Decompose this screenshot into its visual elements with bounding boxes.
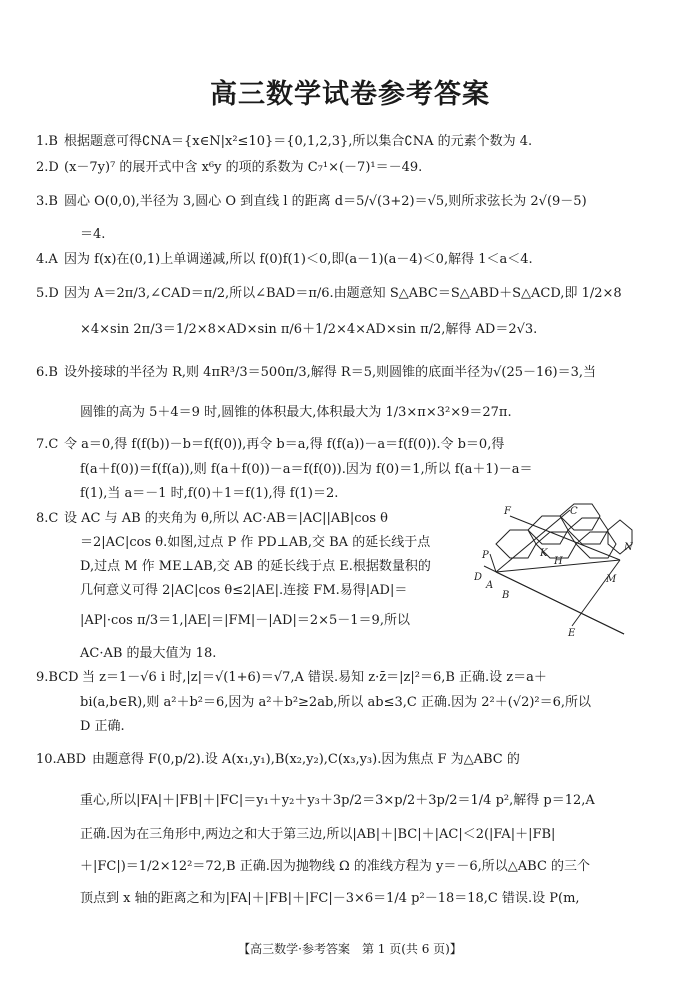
answer-text: ＋|FC|)＝1/2×12²＝72,B 正确.因为抛物线 Ω 的准线方程为 y＝－6,所以△ABC 的三个 <box>80 859 591 874</box>
answer-number: 10.ABD <box>36 752 87 767</box>
point-label: A <box>486 580 494 591</box>
answer-item <box>36 133 644 151</box>
answer-text: AC·AB 的最大值为 18. <box>80 646 217 661</box>
answer-text: 设外接球的半径为 R,则 4πR³/3＝500π/3,解得 R＝5,则圆锥的底面半径为√(25－16)＝3,当 <box>64 365 597 380</box>
point-label: H <box>554 556 563 567</box>
answer-text: 几何意义可得 2|AC|cos θ≤2|AE|.连接 FM.易得|AD|＝ <box>80 583 408 598</box>
answer-text: 重心,所以|FA|＋|FB|＋|FC|＝y₁＋y₂＋y₃＋3p/2＝3×p/2＋3p/2＝1/4 p²,解得 p＝12,A <box>80 793 595 808</box>
answer-text: 正确.因为在三角形中,两边之和大于第三边,所以|AB|＋|BC|＋|AC|＜2(|FA|＋|FB| <box>80 827 556 842</box>
answer-item <box>36 436 644 454</box>
segment-line <box>572 560 620 626</box>
answer-number: 5.D <box>36 286 59 301</box>
page-title: 高三数学试卷参考答案 <box>210 79 490 110</box>
answer-item <box>36 285 644 303</box>
answer-number: 6.B <box>36 365 58 380</box>
answer-item <box>36 193 644 211</box>
answer-text: 设 AC 与 AB 的夹角为 θ,所以 AC·AB＝|AC||AB|cos θ <box>64 511 388 526</box>
answer-number: 1.B <box>36 134 58 149</box>
answer-number: 2.D <box>36 160 59 175</box>
answer-text: 圆心 O(0,0),半径为 3,圆心 O 到直线 l 的距离 d＝5/√(3+2)＝√5,则所求弦长为 2√(9－5) <box>64 194 587 209</box>
answer-number: 4.A <box>36 252 58 267</box>
answer-item <box>36 251 644 269</box>
answer-item <box>36 751 644 769</box>
answer-item <box>36 510 464 528</box>
answer-text: D,过点 M 作 ME⊥AB,交 AB 的延长线于点 E.根据数量积的 <box>80 559 431 574</box>
point-label: F <box>504 506 511 517</box>
answer-text: 顶点到 x 轴的距离之和为|FA|＋|FB|＋|FC|－3×6＝1/4 p²－18＝18,C 错误.设 P(m, <box>80 891 580 906</box>
answer-number: 9.BCD <box>36 670 79 685</box>
answer-text: |AP|·cos π/3＝1,|AE|＝|FM|－|AD|＝2×5－1＝9,所以 <box>80 613 410 628</box>
answer-text: D 正确. <box>80 719 125 734</box>
answer-text: ×4×sin 2π/3＝1/2×8×AD×sin π/6＋1/2×4×AD×sin π/2,解得 AD＝2√3. <box>80 322 538 337</box>
point-label: K <box>540 548 548 559</box>
answer-item <box>36 669 644 687</box>
answer-text: f(a＋f(0))＝f(f(a)),则 f(a＋f(0))－a＝f(f(0)).因为 f(0)＝1,所以 f(a＋1)－a＝ <box>80 462 533 477</box>
hexagon-figure <box>474 500 644 640</box>
point-label: N <box>624 542 633 553</box>
answer-text: 因为 f(x)在(0,1)上单调递减,所以 f(0)f(1)＜0,即(a－1)(a－4)＜0,解得 1＜a＜4. <box>64 252 533 267</box>
point-label: C <box>570 506 578 517</box>
point-label: M <box>606 574 617 585</box>
point-label: P <box>482 550 489 561</box>
answer-text: 圆锥的高为 5＋4＝9 时,圆锥的体积最大,体积最大为 1/3×π×3²×9＝27π. <box>80 405 512 420</box>
point-label: D <box>474 572 483 583</box>
answer-item <box>36 159 644 177</box>
answer-text: 因为 A＝2π/3,∠CAD＝π/2,所以∠BAD＝π/6.由题意知 S△ABC＝S△ABD＋S△ACD,即 1/2×8 <box>64 286 622 301</box>
page-footer: 【高三数学·参考答案 第 1 页(共 6 页)】 <box>238 942 462 956</box>
point-label: E <box>568 628 576 639</box>
answer-item <box>36 364 644 382</box>
answer-text: bi(a,b∈R),则 a²＋b²＝6,因为 a²＋b²≥2ab,所以 ab≤3,C 正确.因为 2²＋(√2)²＝6,所以 <box>80 695 592 710</box>
answer-number: 8.C <box>36 511 59 526</box>
answer-text: f(1),当 a＝－1 时,f(0)＋1＝f(1),得 f(1)＝2. <box>80 486 339 501</box>
answer-text: 由题意得 F(0,p/2).设 A(x₁,y₁),B(x₂,y₂),C(x₃,y₃).因为焦点 F 为△ABC 的 <box>92 752 520 767</box>
answer-text: 令 a＝0,得 f(f(b))－b＝f(f(0)),再令 b＝a,得 f(f(a))－a＝f(f(0)).令 b＝0,得 <box>64 437 505 452</box>
answer-text: 当 z＝1－√6 i 时,|z|＝√(1+6)＝√7,A 错误.易知 z·z̄＝|z|²＝6,B 正确.设 z＝a＋ <box>82 670 547 685</box>
answer-number: 7.C <box>36 437 59 452</box>
answer-text: ＝4. <box>80 227 106 242</box>
point-label: B <box>502 590 510 601</box>
answer-text: ＝2|AC|cos θ.如图,过点 P 作 PD⊥AB,交 BA 的延长线于点 <box>80 535 431 550</box>
answer-text: (x－7y)⁷ 的展开式中含 x⁶y 的项的系数为 C₇¹×(－7)¹＝－49. <box>64 160 423 175</box>
answer-text: 根据题意可得∁NA＝{x∈N|x²≤10}＝{0,1,2,3},所以集合∁NA 的元素个数为 4. <box>64 134 533 149</box>
answer-number: 3.B <box>36 194 58 209</box>
